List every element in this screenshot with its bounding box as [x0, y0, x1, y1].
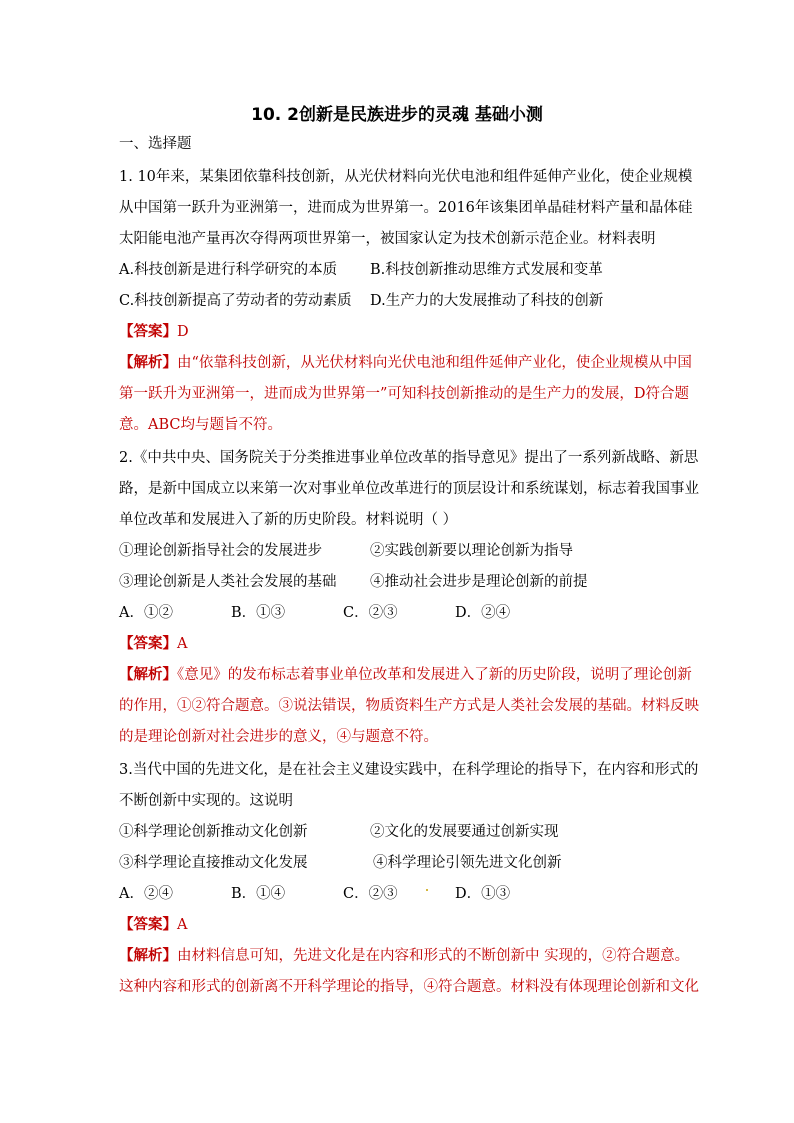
q2-text-line: 单位改革和发展进入了新的历史阶段。材料说明（ ） [119, 512, 458, 528]
q2-text-line: 路，是新中国成立以来第一次对事业单位改革进行的顶层设计和系统谋划，标志着我国事业 [119, 481, 699, 497]
analysis-label: 【解析】 [119, 354, 177, 371]
q2-answer [119, 634, 187, 654]
q3-analysis-line: 这种内容和形式的创新离不开科学理论的指导，④符合题意。材料没有体现理论创新和文化 [119, 979, 699, 995]
q2-analysis-line: 的作用，①②符合题意。③说法错误，物质资料生产方式是人类社会发展的基础。材料反映 [119, 698, 699, 714]
answer-label: 【答案】 [119, 916, 177, 933]
q1-answer [119, 322, 189, 342]
q2-analysis-line: 的是理论创新对社会进步的意义，④与题意不符。 [119, 729, 438, 745]
q3-choice-c: C．②③ [343, 886, 398, 902]
q3-statement-1: ①科学理论创新推动文化创新 [119, 824, 308, 840]
q3-text-line: 3.当代中国的先进文化，是在社会主义建设实践中，在科学理论的指导下，在内容和形式的 [119, 762, 699, 778]
q2-choice-b: B．①③ [231, 605, 286, 621]
q2-choice-c: C．②③ [343, 605, 398, 621]
q1-analysis-line: 第一跃升为亚洲第一，进而成为世界第一”可知科技创新推动的是生产力的发展，D符合题 [119, 386, 690, 402]
stray-dot [426, 889, 428, 891]
q3-statement-2: ②文化的发展要通过创新实现 [370, 824, 559, 840]
q3-choice-b: B．①④ [231, 886, 286, 902]
answer-value: A [177, 636, 188, 652]
q3-text-line: 不断创新中实现的。这说明 [119, 793, 293, 809]
q2-statement-4: ④推动社会进步是理论创新的前提 [370, 574, 588, 590]
q2-statement-1: ①理论创新指导社会的发展进步 [119, 543, 322, 559]
analysis-text: 由材料信息可知，先进文化是在内容和形式的不断创新中 实现的，②符合题意。 [177, 948, 690, 964]
q1-text-line: 1. 10年来，某集团依靠科技创新，从光伏材料向光伏电池和组件延伸产业化，使企业规模 [119, 169, 693, 185]
q1-analysis-line [119, 353, 692, 373]
q1-option-a: A.科技创新是进行科学研究的本质 [119, 262, 338, 278]
q1-text-line: 从中国第一跃升为亚洲第一，进而成为世界第一。2016年该集团单晶硅材料产量和晶体硅 [119, 200, 693, 216]
answer-value: A [177, 917, 188, 933]
analysis-text: 由“依靠科技创新，从光伏材料向光伏电池和组件延伸产业化，使企业规模从中国 [177, 355, 692, 371]
q3-choice-d: D．①③ [455, 886, 511, 902]
answer-value: D [177, 324, 189, 340]
analysis-label: 【解析】 [119, 666, 177, 683]
q1-analysis-line: 意。ABC均与题旨不符。 [119, 417, 282, 433]
answer-label: 【答案】 [119, 635, 177, 652]
q3-analysis-line [119, 946, 689, 966]
q3-choice-a: A．②④ [119, 886, 173, 902]
q3-statement-4: ④科学理论引领先进文化创新 [373, 855, 562, 871]
q1-text-line: 太阳能电池产量再次夺得两项世界第一，被国家认定为技术创新示范企业。材料表明 [119, 231, 656, 247]
analysis-text: 《意见》的发布标志着事业单位改革和发展进入了新的历史阶段，说明了理论创新 [177, 667, 692, 683]
q1-option-d: D.生产力的大发展推动了科技的创新 [370, 293, 604, 309]
analysis-label: 【解析】 [119, 947, 177, 964]
q2-statement-2: ②实践创新要以理论创新为指导 [370, 543, 573, 559]
q2-text-line: 2.《中共中央、国务院关于分类推进事业单位改革的指导意见》提出了一系列新战略、新思 [119, 450, 699, 466]
q2-analysis-line [119, 665, 692, 685]
answer-label: 【答案】 [119, 323, 177, 340]
q2-choice-d: D．②④ [455, 605, 511, 621]
q2-statement-3: ③理论创新是人类社会发展的基础 [119, 574, 337, 590]
q3-statement-3: ③科学理论直接推动文化发展 [119, 855, 308, 871]
section-heading: 一、选择题 [119, 136, 192, 152]
q2-choice-a: A．①② [119, 605, 173, 621]
q3-answer [119, 915, 187, 935]
q1-option-b: B.科技创新推动思维方式发展和变革 [370, 262, 603, 278]
page-title: 10. 2创新是民族进步的灵魂 基础小测 [251, 105, 543, 125]
q1-option-c: C.科技创新提高了劳动者的劳动素质 [119, 293, 352, 309]
